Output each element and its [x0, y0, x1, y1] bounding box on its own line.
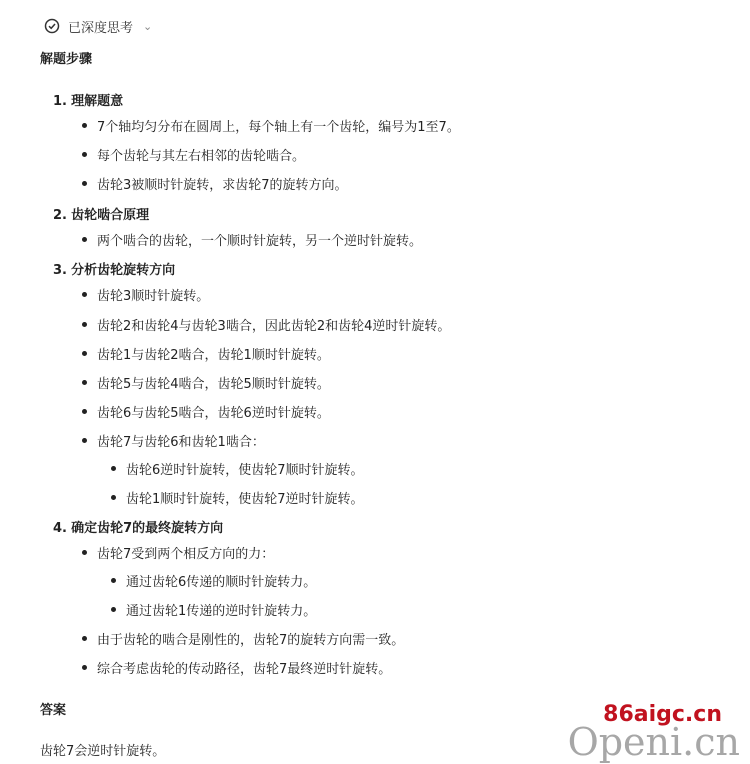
- step-4-bullet-2: 由于齿轮的啮合是刚性的，齿轮7的旋转方向需一致。: [97, 633, 405, 648]
- step-4: 4. 确定齿轮7的最终旋转方向: [53, 521, 224, 536]
- answer-text: 齿轮7会逆时针旋转。: [40, 744, 166, 759]
- answer-title: 答案: [40, 703, 67, 718]
- step-1-bullet-1: 7个轴均匀分布在圆周上，每个轴上有一个齿轮，编号为1至7。: [97, 120, 460, 135]
- step-3: 3. 分析齿轮旋转方向: [53, 263, 176, 278]
- step-3-bullet-5: 齿轮6与齿轮5啮合，齿轮6逆时针旋转。: [97, 406, 330, 421]
- step-1-bullet-3: 齿轮3被顺时针旋转，求齿轮7的旋转方向。: [97, 178, 348, 193]
- thinking-label: 已深度思考: [68, 20, 134, 36]
- watermark-top: 86aigc.cn: [603, 702, 722, 727]
- step-3-subbullet-1: 齿轮6逆时针旋转，使齿轮7顺时针旋转。: [126, 463, 364, 478]
- step-3-bullet-2: 齿轮2和齿轮4与齿轮3啮合，因此齿轮2和齿轮4逆时针旋转。: [97, 319, 451, 334]
- thinking-toggle[interactable]: [44, 14, 152, 38]
- check-circle-icon: [44, 18, 60, 34]
- step-3-bullet-1: 齿轮3顺时针旋转。: [97, 289, 210, 304]
- step-4-bullet-1: 齿轮7受到两个相反方向的力：: [97, 547, 275, 562]
- step-1-bullet-2: 每个齿轮与其左右相邻的齿轮啮合。: [97, 149, 306, 164]
- chevron-down-icon[interactable]: ⌄: [143, 19, 153, 33]
- step-4-bullet-3: 综合考虑齿轮的传动路径，齿轮7最终逆时针旋转。: [97, 662, 392, 677]
- step-3-bullet-4: 齿轮5与齿轮4啮合，齿轮5顺时针旋转。: [97, 377, 330, 392]
- step-3-subbullet-2: 齿轮1顺时针旋转，使齿轮7逆时针旋转。: [126, 492, 364, 507]
- step-2: 2. 齿轮啮合原理: [53, 208, 150, 223]
- step-4-subbullet-2: 通过齿轮1传递的逆时针旋转力。: [126, 604, 317, 619]
- step-2-bullet-1: 两个啮合的齿轮，一个顺时针旋转，另一个逆时针旋转。: [97, 234, 423, 249]
- watermark: [560, 702, 740, 764]
- solution-title: 解题步骤: [40, 52, 93, 67]
- step-4-subbullet-1: 通过齿轮6传递的顺时针旋转力。: [126, 575, 317, 590]
- step-1: 1. 理解题意: [53, 94, 124, 109]
- step-3-bullet-3: 齿轮1与齿轮2啮合，齿轮1顺时针旋转。: [97, 348, 330, 363]
- step-3-bullet-6: 齿轮7与齿轮6和齿轮1啮合：: [97, 435, 265, 450]
- watermark-bottom: Openi.cn: [567, 720, 740, 764]
